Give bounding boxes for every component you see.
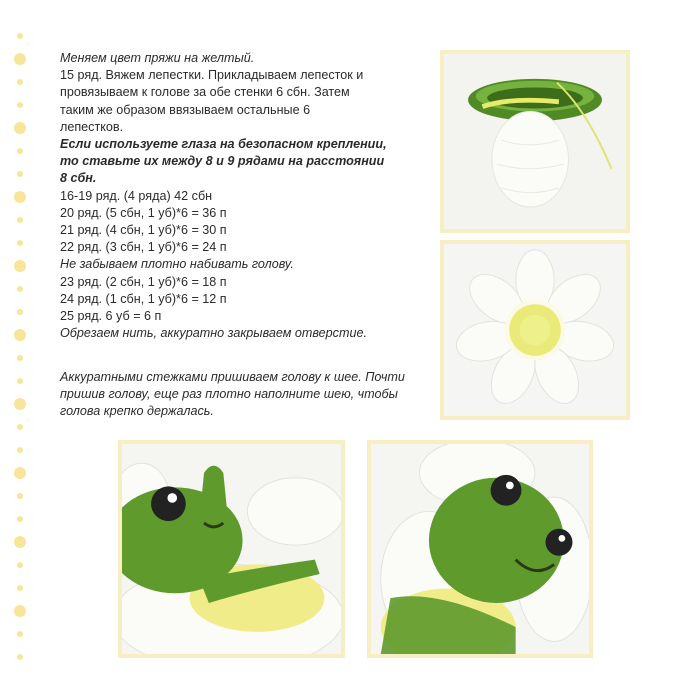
decorative-dot — [17, 378, 23, 384]
decorative-dot — [14, 53, 26, 65]
decorative-dot — [17, 79, 23, 85]
instruction-line: лепестков. — [60, 119, 124, 134]
instruction-line: провязываем к голове за обе стенки 6 сбн. Затем — [60, 85, 350, 100]
frog-smiling-illustration — [371, 444, 589, 654]
instruction-line: 24 ряд. (1 сбн, 1 уб)*6 = 12 п — [60, 291, 227, 306]
decorative-dot — [17, 355, 23, 361]
decorative-dot — [14, 398, 26, 410]
frog-lying-illustration — [122, 444, 341, 654]
decorative-dot — [17, 424, 23, 430]
decorative-dot — [14, 467, 26, 479]
instruction-line: голова крепко держалась. — [60, 404, 214, 419]
decorative-dot — [17, 493, 23, 499]
decorative-dot — [14, 329, 26, 341]
decorative-dot — [17, 286, 23, 292]
decorative-dot — [14, 536, 26, 548]
daisy-flower-photo — [440, 240, 630, 420]
decorative-dot — [17, 447, 23, 453]
frog-smiling-photo — [367, 440, 593, 658]
decorative-dot — [17, 33, 23, 39]
instruction-note: Не забываем плотно набивать голову. — [60, 257, 294, 272]
instruction-note-bold: 8 сбн. — [60, 171, 97, 186]
instruction-note-bold: то ставьте их между 8 и 9 рядами на расстоянии — [60, 154, 385, 169]
instruction-line: 15 ряд. Вяжем лепестки. Прикладываем лепесток и — [60, 68, 364, 83]
head-petal-attach-illustration — [444, 54, 626, 229]
decorative-dot — [17, 654, 23, 660]
instruction-line: 22 ряд. (3 сбн, 1 уб)*6 = 24 п — [60, 240, 227, 255]
frog-lying-photo — [118, 440, 345, 658]
instruction-line: Меняем цвет пряжи на желтый. — [60, 51, 255, 65]
daisy-flower-illustration — [444, 244, 626, 416]
decorative-dot — [17, 309, 23, 315]
decorative-dot — [17, 585, 23, 591]
dotted-margin-decoration — [0, 0, 40, 690]
instruction-line: 23 ряд. (2 сбн, 1 уб)*6 = 18 п — [60, 274, 227, 289]
instruction-line: 20 ряд. (5 сбн, 1 уб)*6 = 36 п — [60, 205, 227, 220]
decorative-dot — [14, 122, 26, 134]
instruction-note: Обрезаем нить, аккуратно закрываем отверстие. — [60, 326, 367, 341]
decorative-dot — [14, 191, 26, 203]
decorative-dot — [17, 516, 23, 522]
decorative-dot — [17, 171, 23, 177]
head-petal-attach-photo — [440, 50, 630, 233]
instructions-text — [60, 50, 430, 342]
decorative-dot — [17, 562, 23, 568]
instruction-line: 21 ряд. (4 сбн, 1 уб)*6 = 30 п — [60, 223, 227, 238]
instruction-line: таким же образом ввязываем остальные 6 — [60, 102, 311, 117]
instruction-line: Аккуратными стежками пришиваем голову к шее. Почти — [60, 370, 405, 384]
decorative-dot — [17, 631, 23, 637]
decorative-dot — [17, 217, 23, 223]
decorative-dot — [17, 240, 23, 246]
decorative-dot — [14, 605, 26, 617]
instruction-line: 16-19 ряд. (4 ряда) 42 сбн — [60, 188, 213, 203]
instruction-note-bold: Если используете глаза на безопасном креплении, — [60, 137, 387, 152]
decorative-dot — [14, 260, 26, 272]
decorative-dot — [17, 102, 23, 108]
instruction-line: 25 ряд. 6 уб = 6 п — [60, 309, 162, 324]
decorative-dot — [17, 148, 23, 154]
final-instruction-text — [60, 369, 430, 421]
instruction-line: пришив голову, еще раз плотно наполните шею, чтобы — [60, 387, 398, 402]
